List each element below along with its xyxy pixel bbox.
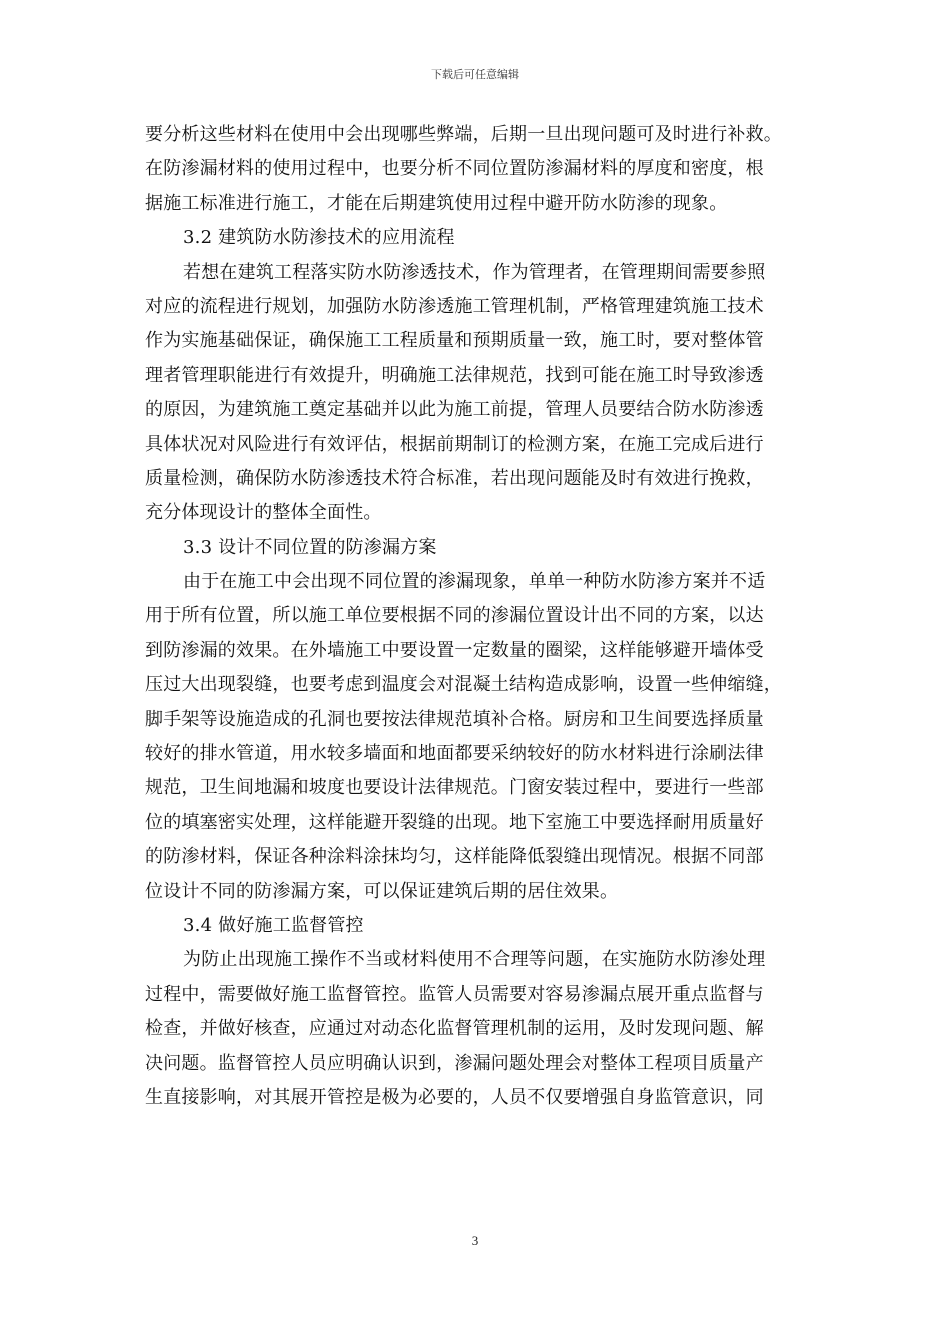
text-line: 为防止出现施工操作不当或材料使用不合理等问题，在实施防水防渗处理 bbox=[183, 949, 766, 971]
text-line: 由于在施工中会出现不同位置的渗漏现象，单单一种防水防渗方案并不适 bbox=[183, 571, 766, 593]
text-line: 检查，并做好核查，应通过对动态化监督管理机制的运用，及时发现问题、解 bbox=[145, 1018, 764, 1040]
text-line: 3.4 做好施工监督管控 bbox=[183, 914, 364, 936]
text-line: 要分析这些材料在使用中会出现哪些弊端，后期一旦出现问题可及时进行补救。 bbox=[145, 124, 782, 145]
text-line: 位的填塞密实处理，这样能避开裂缝的出现。地下室施工中要选择耐用质量好 bbox=[145, 811, 764, 833]
text-line: 规范，卫生间地漏和坡度也要设计法律规范。门窗安装过程中，要进行一些部 bbox=[145, 777, 764, 799]
text-line: 脚手架等设施造成的孔洞也要按法律规范填补合格。厨房和卫生间要选择质量 bbox=[145, 708, 764, 730]
text-line: 用于所有位置，所以施工单位要根据不同的渗漏位置设计出不同的方案，以达 bbox=[145, 605, 764, 627]
page-header: 下载后可任意编辑 bbox=[431, 68, 519, 81]
text-line: 若想在建筑工程落实防水防渗透技术，作为管理者，在管理期间需要参照 bbox=[183, 261, 766, 283]
page-number: 3 bbox=[471, 1233, 479, 1248]
document-body bbox=[145, 118, 813, 1115]
text-line: 压过大出现裂缝，也要考虑到温度会对混凝土结构造成影响，设置一些伸缩缝， bbox=[145, 674, 782, 696]
text-line: 作为实施基础保证，确保施工工程质量和预期质量一致，施工时，要对整体管 bbox=[145, 330, 764, 352]
text-line: 3.2 建筑防水防渗技术的应用流程 bbox=[183, 227, 455, 249]
text-line: 过程中，需要做好施工监督管控。监管人员需要对容易渗漏点展开重点监督与 bbox=[145, 983, 764, 1005]
text-line: 的原因，为建筑施工奠定基础并以此为施工前提，管理人员要结合防水防渗透 bbox=[145, 399, 764, 421]
text-line: 据施工标准进行施工，才能在后期建筑使用过程中避开防水防渗的现象。 bbox=[145, 192, 728, 214]
text-line: 具体状况对风险进行有效评估，根据前期制订的检测方案，在施工完成后进行 bbox=[145, 433, 764, 455]
text-line: 3.3 设计不同位置的防渗漏方案 bbox=[183, 536, 437, 558]
text-line: 质量检测，确保防水防渗透技术符合标准，若出现问题能及时有效进行挽救， bbox=[145, 467, 764, 489]
text-line: 理者管理职能进行有效提升，明确施工法律规范，找到可能在施工时导致渗透 bbox=[145, 364, 764, 386]
text-line: 决问题。监督管控人员应明确认识到，渗漏问题处理会对整体工程项目质量产 bbox=[145, 1052, 764, 1074]
text-line: 位设计不同的防渗漏方案，可以保证建筑后期的居住效果。 bbox=[145, 880, 619, 902]
text-line: 的防渗材料，保证各种涂料涂抹均匀，这样能降低裂缝出现情况。根据不同部 bbox=[145, 846, 764, 868]
text-line: 生直接影响，对其展开管控是极为必要的，人员不仅要增强自身监管意识，同 bbox=[145, 1086, 764, 1108]
text-line: 充分体现设计的整体全面性。 bbox=[145, 502, 382, 524]
text-line: 较好的排水管道，用水较多墙面和地面都要采纳较好的防水材料进行涂刷法律 bbox=[145, 743, 764, 765]
text-line: 到防渗漏的效果。在外墙施工中要设置一定数量的圈梁，这样能够避开墙体受 bbox=[145, 639, 764, 661]
text-line: 对应的流程进行规划，加强防水防渗透施工管理机制，严格管理建筑施工技术 bbox=[145, 295, 764, 317]
text-line: 在防渗漏材料的使用过程中，也要分析不同位置防渗漏材料的厚度和密度，根 bbox=[145, 158, 764, 180]
